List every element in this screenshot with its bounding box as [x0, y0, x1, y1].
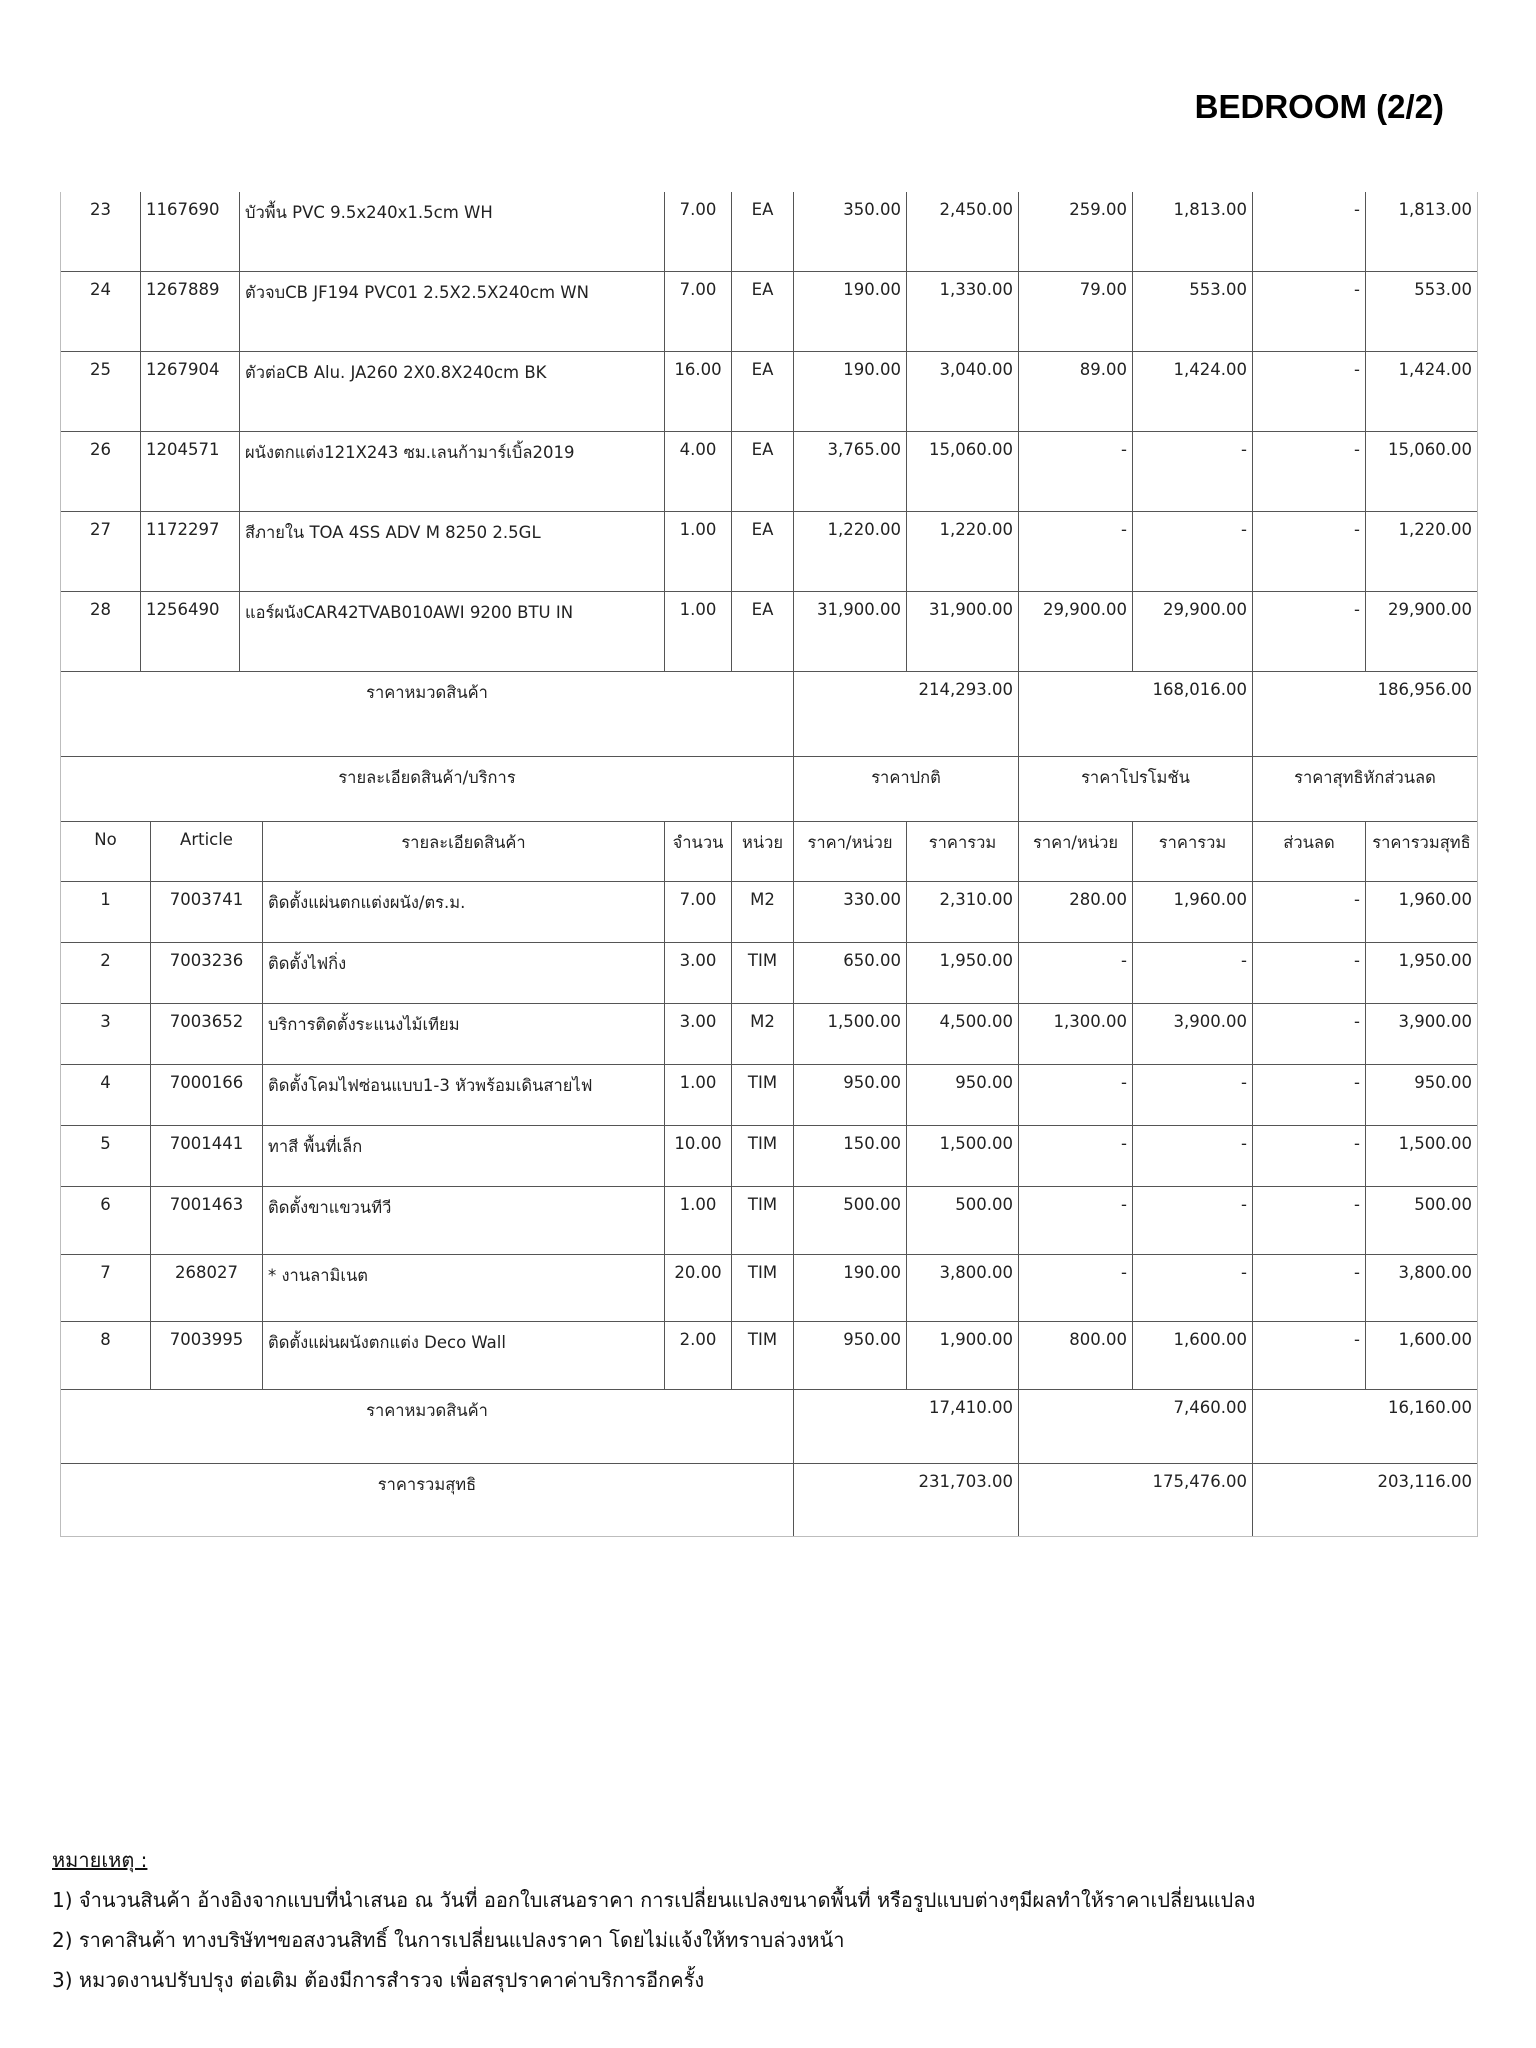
- cell-net: 500.00: [1414, 1195, 1472, 1214]
- cell-promo-unit: -: [1019, 512, 1133, 591]
- cell-unit-price: 650.00: [794, 943, 907, 1003]
- cell-qty: 7.00: [665, 882, 732, 942]
- cell-no: 1: [61, 882, 151, 942]
- cell-net: 1,220.00: [1398, 520, 1472, 539]
- cell-promo-total: 29,900.00: [1133, 592, 1253, 671]
- cell-article: 1256490: [141, 592, 240, 671]
- cell-unit: TIM: [732, 1255, 794, 1321]
- cell-article: 7003236: [151, 943, 263, 1003]
- note-item: 1) จำนวนสินค้า อ้างอิงจากแบบที่นำเสนอ ณ วันที่ ออกใบเสนอราคา การเปลี่ยนแปลงขนาดพื้นที่ หรือรูปแบบต่างๆมีผลทำให้ราคาเปลี่ยนแปลง: [52, 1888, 1256, 1912]
- cell-promo-total: 1,813.00: [1133, 192, 1253, 271]
- cell-no: 23: [61, 192, 141, 271]
- cell-article: 1267904: [141, 352, 240, 431]
- table-row: [61, 1126, 1477, 1187]
- col-header-promo-total: ราคารวม: [1133, 822, 1253, 881]
- cell-desc: * งานลามิเนต: [263, 1255, 665, 1321]
- cell-promo-total: 1,600.00: [1133, 1322, 1253, 1389]
- cell-qty: 3.00: [665, 943, 732, 1003]
- table-row: [61, 592, 1477, 672]
- cell-promo-unit: -: [1019, 1187, 1133, 1254]
- quotation-table: [60, 192, 1478, 1537]
- page-title: BEDROOM (2/2): [1194, 88, 1444, 125]
- cell-no: 4: [61, 1065, 151, 1125]
- cell-unit: TIM: [732, 943, 794, 1003]
- cell-promo-unit: 89.00: [1019, 352, 1133, 431]
- cell-unit-price: 3,765.00: [794, 432, 907, 511]
- cell-no: 26: [61, 432, 141, 511]
- table-row: [61, 1004, 1477, 1065]
- cell-no: 6: [61, 1187, 151, 1254]
- cell-promo-total: 3,900.00: [1133, 1004, 1253, 1064]
- table-row: [61, 352, 1477, 432]
- cell-unit-price: 1,220.00: [794, 512, 907, 591]
- product-subtotal-net: 186,956.00: [1377, 680, 1472, 699]
- cell-unit-price: 31,900.00: [794, 592, 907, 671]
- cell-desc: ทาสี พื้นที่เล็ก: [263, 1126, 665, 1186]
- service-subtotal-normal: 17,410.00: [794, 1390, 1019, 1463]
- grand-total-net: 203,116.00: [1377, 1472, 1472, 1491]
- service-rows: [61, 882, 1477, 1390]
- cell-unit: TIM: [732, 1126, 794, 1186]
- cell-desc: ติดตั้งไฟกิ่ง: [263, 943, 665, 1003]
- cell-unit-price: 950.00: [794, 1322, 907, 1389]
- cell-desc: ติดตั้งขาแขวนทีวี: [263, 1187, 665, 1254]
- col-header-net: ราคารวมสุทธิ: [1372, 833, 1471, 852]
- cell-no: 25: [61, 352, 141, 431]
- cell-promo-total: -: [1133, 1255, 1253, 1321]
- cell-discount: -: [1253, 1126, 1366, 1186]
- cell-promo-total: -: [1133, 1187, 1253, 1254]
- cell-discount: -: [1253, 192, 1366, 271]
- table-row: [61, 882, 1477, 943]
- cell-promo-total: -: [1133, 432, 1253, 511]
- cell-no: 7: [61, 1255, 151, 1321]
- col-header-discount: ส่วนลด: [1253, 822, 1366, 881]
- service-subtotal-label: ราคาหมวดสินค้า: [61, 1390, 794, 1463]
- product-subtotal-row: [61, 672, 1477, 757]
- table-row: [61, 1322, 1477, 1390]
- cell-desc: ติดตั้งโคมไฟซ่อนแบบ1-3 หัวพร้อมเดินสายไฟ: [263, 1065, 665, 1125]
- cell-unit-price: 190.00: [794, 352, 907, 431]
- table-row: [61, 1065, 1477, 1126]
- cell-discount: -: [1253, 1187, 1366, 1254]
- table-row: [61, 432, 1477, 512]
- cell-promo-unit: -: [1019, 943, 1133, 1003]
- cell-unit-price: 330.00: [794, 882, 907, 942]
- grand-total-promo: 175,476.00: [1019, 1464, 1253, 1536]
- cell-net: 553.00: [1414, 280, 1472, 299]
- cell-no: 3: [61, 1004, 151, 1064]
- cell-article: 7003652: [151, 1004, 263, 1064]
- cell-qty: 7.00: [665, 192, 732, 271]
- grand-total-normal: 231,703.00: [794, 1464, 1019, 1536]
- col-header-article: Article: [151, 822, 263, 881]
- cell-qty: 1.00: [665, 1065, 732, 1125]
- cell-article: 1204571: [141, 432, 240, 511]
- col-header-unit: หน่วย: [732, 822, 794, 881]
- cell-qty: 1.00: [665, 512, 732, 591]
- cell-qty: 2.00: [665, 1322, 732, 1389]
- cell-unit-price: 950.00: [794, 1065, 907, 1125]
- cell-article: 7003741: [151, 882, 263, 942]
- cell-total: 2,310.00: [907, 882, 1019, 942]
- cell-desc: บัวพื้น PVC 9.5x240x1.5cm WH: [240, 192, 665, 271]
- cell-total: 500.00: [907, 1187, 1019, 1254]
- cell-net: 29,900.00: [1388, 600, 1472, 619]
- cell-qty: 16.00: [665, 352, 732, 431]
- cell-unit: TIM: [732, 1322, 794, 1389]
- table-row: [61, 512, 1477, 592]
- cell-total: 1,900.00: [907, 1322, 1019, 1389]
- note-item: 2) ราคาสินค้า ทางบริษัทฯขอสงวนสิทธิ์ ในการเปลี่ยนแปลงราคา โดยไม่แจ้งให้ทราบล่วงหน้า: [52, 1928, 845, 1952]
- cell-promo-unit: 79.00: [1019, 272, 1133, 351]
- cell-article: 7001463: [151, 1187, 263, 1254]
- cell-no: 2: [61, 943, 151, 1003]
- cell-promo-total: -: [1133, 1065, 1253, 1125]
- cell-discount: -: [1253, 882, 1366, 942]
- cell-article: 7003995: [151, 1322, 263, 1389]
- col-header-qty: จำนวน: [665, 822, 732, 881]
- cell-unit-price: 1,500.00: [794, 1004, 907, 1064]
- cell-qty: 4.00: [665, 432, 732, 511]
- group-header-detail: รายละเอียดสินค้า/บริการ: [61, 757, 794, 821]
- cell-total: 4,500.00: [907, 1004, 1019, 1064]
- cell-no: 28: [61, 592, 141, 671]
- column-header-row: [61, 822, 1477, 882]
- cell-desc: ตัวจบCB JF194 PVC01 2.5X2.5X240cm WN: [240, 272, 665, 351]
- cell-net: 1,500.00: [1398, 1134, 1472, 1153]
- cell-net: 1,600.00: [1398, 1330, 1472, 1349]
- cell-qty: 10.00: [665, 1126, 732, 1186]
- cell-promo-unit: -: [1019, 432, 1133, 511]
- cell-net: 950.00: [1414, 1073, 1472, 1092]
- cell-net: 3,800.00: [1398, 1263, 1472, 1282]
- cell-qty: 1.00: [665, 1187, 732, 1254]
- cell-promo-total: 1,960.00: [1133, 882, 1253, 942]
- cell-discount: -: [1253, 1065, 1366, 1125]
- group-header-row: [61, 757, 1477, 822]
- product-subtotal-label: ราคาหมวดสินค้า: [61, 672, 794, 756]
- col-header-no: No: [61, 822, 151, 881]
- cell-unit-price: 350.00: [794, 192, 907, 271]
- cell-net: 1,950.00: [1398, 951, 1472, 970]
- cell-promo-unit: -: [1019, 1065, 1133, 1125]
- cell-discount: -: [1253, 943, 1366, 1003]
- cell-promo-unit: -: [1019, 1126, 1133, 1186]
- cell-desc: ตัวต่อCB Alu. JA260 2X0.8X240cm BK: [240, 352, 665, 431]
- cell-promo-total: -: [1133, 512, 1253, 591]
- product-subtotal-normal: 214,293.00: [794, 672, 1019, 756]
- cell-qty: 3.00: [665, 1004, 732, 1064]
- cell-article: 7001441: [151, 1126, 263, 1186]
- cell-unit-price: 150.00: [794, 1126, 907, 1186]
- cell-unit: M2: [732, 1004, 794, 1064]
- note-item: 3) หมวดงานปรับปรุง ต่อเติม ต้องมีการสำรวจ เพื่อสรุปราคาค่าบริการอีกครั้ง: [52, 1968, 705, 1992]
- cell-promo-unit: 1,300.00: [1019, 1004, 1133, 1064]
- product-subtotal-promo: 168,016.00: [1019, 672, 1253, 756]
- cell-article: 1172297: [141, 512, 240, 591]
- cell-promo-total: -: [1133, 943, 1253, 1003]
- table-row: [61, 1255, 1477, 1322]
- cell-discount: -: [1253, 352, 1366, 431]
- cell-desc: สีภายใน TOA 4SS ADV M 8250 2.5GL: [240, 512, 665, 591]
- col-header-desc: รายละเอียดสินค้า: [263, 822, 665, 881]
- cell-unit: EA: [732, 432, 794, 511]
- cell-promo-unit: 259.00: [1019, 192, 1133, 271]
- cell-net: 1,813.00: [1398, 200, 1472, 219]
- group-header-net: ราคาสุทธิหักส่วนลด: [1294, 768, 1436, 787]
- cell-unit: TIM: [732, 1065, 794, 1125]
- cell-article: 1267889: [141, 272, 240, 351]
- service-subtotal-row: [61, 1390, 1477, 1464]
- cell-net: 1,424.00: [1398, 360, 1472, 379]
- cell-unit-price: 190.00: [794, 1255, 907, 1321]
- cell-discount: -: [1253, 432, 1366, 511]
- col-header-promo-unit: ราคา/หน่วย: [1019, 822, 1133, 881]
- cell-net: 1,960.00: [1398, 890, 1472, 909]
- cell-net: 15,060.00: [1388, 440, 1472, 459]
- cell-total: 31,900.00: [907, 592, 1019, 671]
- table-row: [61, 192, 1477, 272]
- cell-promo-total: 553.00: [1133, 272, 1253, 351]
- cell-promo-total: -: [1133, 1126, 1253, 1186]
- cell-discount: -: [1253, 512, 1366, 591]
- cell-desc: แอร์ผนังCAR42TVAB010AWI 9200 BTU IN: [240, 592, 665, 671]
- cell-discount: -: [1253, 1004, 1366, 1064]
- group-header-normal: ราคาปกติ: [794, 757, 1019, 821]
- cell-no: 5: [61, 1126, 151, 1186]
- grand-total-row: [61, 1464, 1477, 1536]
- cell-qty: 1.00: [665, 592, 732, 671]
- service-subtotal-promo: 7,460.00: [1019, 1390, 1253, 1463]
- col-header-unit-price: ราคา/หน่วย: [794, 822, 907, 881]
- cell-total: 1,220.00: [907, 512, 1019, 591]
- cell-net: 3,900.00: [1398, 1012, 1472, 1031]
- cell-discount: -: [1253, 592, 1366, 671]
- cell-article: 1167690: [141, 192, 240, 271]
- cell-unit: EA: [732, 272, 794, 351]
- cell-discount: -: [1253, 1322, 1366, 1389]
- cell-total: 1,330.00: [907, 272, 1019, 351]
- cell-discount: -: [1253, 1255, 1366, 1321]
- cell-no: 8: [61, 1322, 151, 1389]
- cell-desc: ติดตั้งแผ่นตกแต่งผนัง/ตร.ม.: [263, 882, 665, 942]
- cell-unit: M2: [732, 882, 794, 942]
- col-header-total: ราคารวม: [907, 822, 1019, 881]
- cell-no: 24: [61, 272, 141, 351]
- cell-total: 3,040.00: [907, 352, 1019, 431]
- group-header-promo: ราคาโปรโมชัน: [1019, 757, 1253, 821]
- product-rows: [61, 192, 1477, 672]
- cell-unit: EA: [732, 192, 794, 271]
- cell-article: 7000166: [151, 1065, 263, 1125]
- cell-total: 1,500.00: [907, 1126, 1019, 1186]
- cell-article: 268027: [151, 1255, 263, 1321]
- cell-total: 15,060.00: [907, 432, 1019, 511]
- cell-promo-unit: 29,900.00: [1019, 592, 1133, 671]
- cell-unit: TIM: [732, 1187, 794, 1254]
- cell-discount: -: [1253, 272, 1366, 351]
- table-row: [61, 943, 1477, 1004]
- cell-unit: EA: [732, 512, 794, 591]
- cell-unit: EA: [732, 352, 794, 431]
- service-subtotal-net: 16,160.00: [1388, 1398, 1472, 1417]
- cell-total: 2,450.00: [907, 192, 1019, 271]
- cell-promo-unit: -: [1019, 1255, 1133, 1321]
- table-row: [61, 1187, 1477, 1255]
- notes-section: [52, 1840, 1492, 2000]
- cell-promo-unit: 280.00: [1019, 882, 1133, 942]
- cell-unit-price: 190.00: [794, 272, 907, 351]
- cell-unit: EA: [732, 592, 794, 671]
- grand-total-label: ราคารวมสุทธิ: [61, 1464, 794, 1536]
- notes-title: หมายเหตุ :: [52, 1848, 148, 1872]
- cell-total: 3,800.00: [907, 1255, 1019, 1321]
- cell-desc: บริการติดตั้งระแนงไม้เทียม: [263, 1004, 665, 1064]
- cell-desc: ติดตั้งแผ่นผนังตกแต่ง Deco Wall: [263, 1322, 665, 1389]
- cell-total: 1,950.00: [907, 943, 1019, 1003]
- cell-total: 950.00: [907, 1065, 1019, 1125]
- cell-promo-unit: 800.00: [1019, 1322, 1133, 1389]
- table-row: [61, 272, 1477, 352]
- cell-no: 27: [61, 512, 141, 591]
- cell-unit-price: 500.00: [794, 1187, 907, 1254]
- cell-qty: 7.00: [665, 272, 732, 351]
- cell-desc: ผนังตกแต่ง121X243 ซม.เลนก้ามาร์เบิ้ล2019: [240, 432, 665, 511]
- cell-qty: 20.00: [665, 1255, 732, 1321]
- cell-promo-total: 1,424.00: [1133, 352, 1253, 431]
